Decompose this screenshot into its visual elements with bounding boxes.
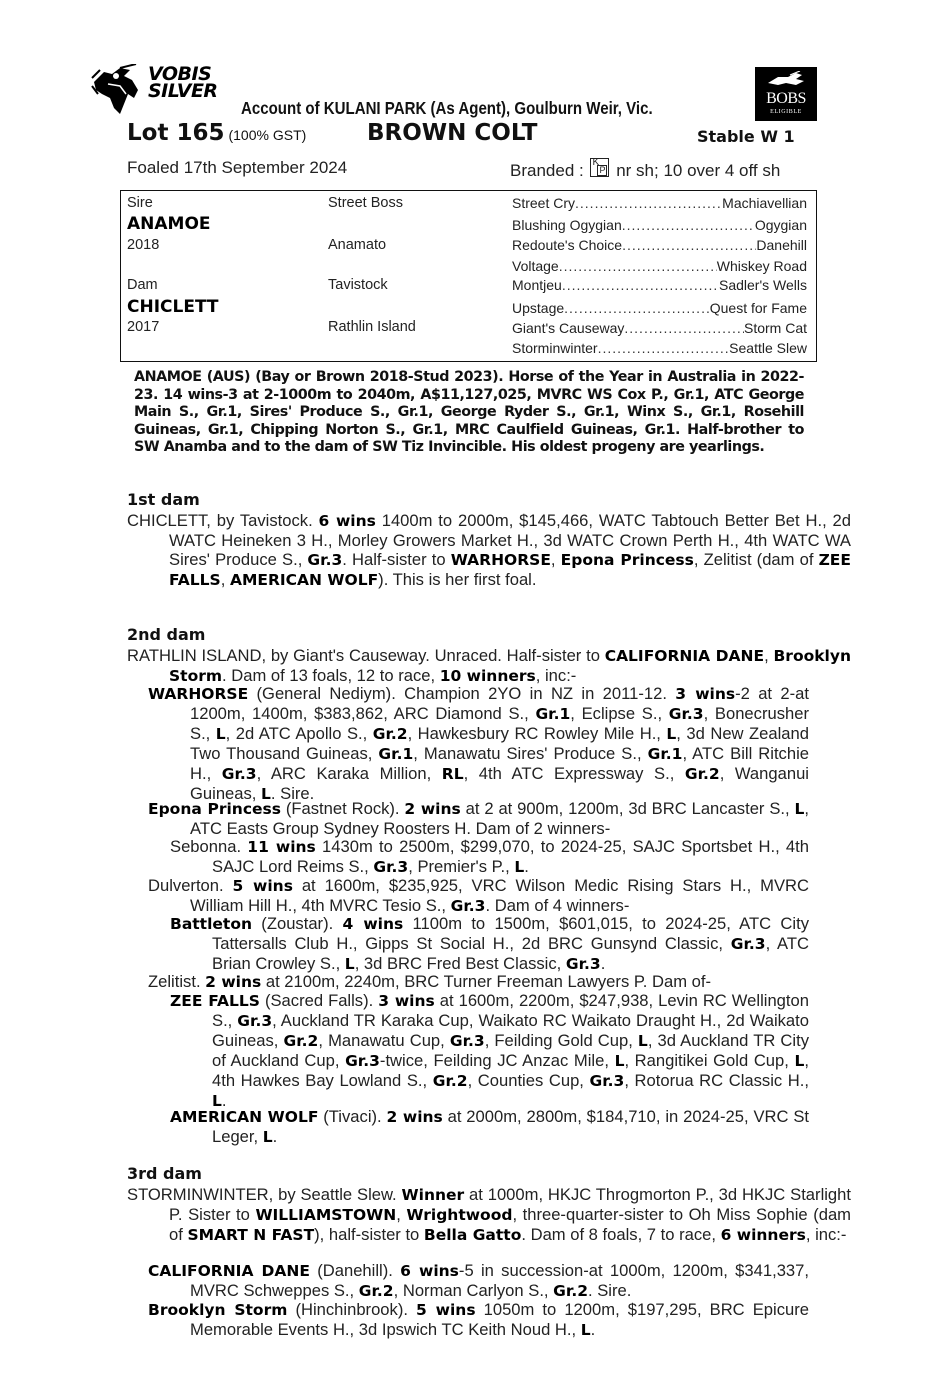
- bold-highlight: Gr.1: [378, 745, 414, 763]
- progeny-entry-brooklyn-storm: Brooklyn Storm (Hinchinbrook). 5 wins 1050m to 1200m, $197,295, BRC Epicure Memorable Events H., 3d Ipswich TC Keith Noud H., L.: [148, 1300, 809, 1339]
- leader-dots: [622, 237, 756, 253]
- bold-highlight: 2 wins: [386, 1108, 443, 1126]
- leader-dots: [598, 340, 730, 356]
- ancestor-name: Redoute's Choice: [512, 237, 623, 253]
- dam-sire: Tavistock: [328, 277, 388, 293]
- stable-location: Stable W 1: [697, 127, 795, 146]
- bold-highlight: L: [261, 785, 271, 803]
- bold-highlight: Battleton: [170, 915, 253, 933]
- ancestor-sire: Ogygian: [754, 217, 807, 233]
- lot-label: Lot 165: [127, 120, 225, 146]
- leader-dots: [575, 195, 722, 211]
- second-dam-text: RATHLIN ISLAND, by Giant's Causeway. Unraced. Half-sister to CALIFORNIA DANE, Brooklyn Storm. Dam of 13 foals, 12 to race, 10 winners, inc:-: [127, 646, 851, 685]
- bold-highlight: RL: [441, 765, 464, 783]
- third-dam-text: STORMINWINTER, by Seattle Slew. Winner at 1000m, HKJC Throgmorton P., 3d HKJC Starlight P. Sister to WILLIAMSTOWN, Wrightwood, three-quarter-sister to Oh Miss Sophie (dam of SMART N FAST), half-sister to Bella Gatto. Dam of 8 foals, 7 to race, 6 winners, inc:-: [127, 1185, 852, 1244]
- bold-highlight: Epona Princess: [148, 800, 281, 818]
- bold-highlight: Gr.3: [730, 935, 766, 953]
- gst-note: (100% GST): [228, 127, 307, 143]
- bold-highlight: L: [514, 858, 525, 876]
- bold-highlight: Epona Princess: [560, 551, 694, 569]
- second-dam-heading: 2nd dam: [127, 625, 206, 644]
- bold-highlight: CALIFORNIA DANE: [148, 1262, 310, 1280]
- vobis-silver-logo: [90, 64, 230, 116]
- ancestor-name: Upstage: [512, 300, 565, 316]
- bold-highlight: Gr.3: [450, 897, 486, 915]
- bold-highlight: Wrightwood: [406, 1206, 513, 1224]
- bold-highlight: Gr.3: [237, 1012, 273, 1030]
- dam-dam: Rathlin Island: [328, 319, 416, 335]
- bold-highlight: Gr.3: [307, 551, 343, 569]
- dam-year: 2017: [127, 319, 160, 335]
- dam-label: Dam: [127, 277, 158, 293]
- bobs-eligible-logo: [755, 67, 817, 121]
- logo-line-2: SILVER: [148, 80, 218, 102]
- sire-name: ANAMOE: [127, 214, 211, 234]
- progeny-entry-epona-princess: Epona Princess (Fastnet Rock). 2 wins at 2 at 900m, 1200m, 3d BRC Lancaster S., L, ATC Easts Group Sydney Roosters H. Dam of 2 winners-: [148, 799, 810, 838]
- bold-highlight: Bella Gatto: [423, 1226, 522, 1244]
- ancestor-name: Blushing Ogygian: [512, 217, 622, 233]
- bold-highlight: Gr.2: [684, 765, 720, 783]
- fourth-gen-row: [512, 258, 807, 274]
- bold-highlight: L: [580, 1321, 591, 1339]
- leader-dots: [562, 277, 719, 293]
- dam-name: CHICLETT: [127, 297, 219, 317]
- ancestor-sire: Danehill: [756, 237, 807, 253]
- bold-highlight: 4 wins: [342, 915, 404, 933]
- first-dam-heading: 1st dam: [127, 490, 200, 509]
- ancestor-sire: Quest for Fame: [709, 300, 807, 316]
- bold-highlight: SMART N FAST: [187, 1226, 315, 1244]
- bold-highlight: Gr.1: [647, 745, 683, 763]
- leader-dots: [559, 258, 717, 274]
- bold-highlight: Gr.2: [553, 1282, 588, 1300]
- bold-highlight: L: [794, 800, 805, 818]
- bold-highlight: 3 wins: [675, 685, 736, 703]
- bold-highlight: Gr.3: [668, 705, 704, 723]
- bold-highlight: 5 wins: [232, 877, 293, 895]
- bold-highlight: Gr.2: [432, 1072, 468, 1090]
- progeny-entry-warhorse: WARHORSE (General Nediym). Champion 2YO in NZ in 2011-12. 3 wins-2 at 2-at 1200m, 1400m, $383,862, ARC Diamond S., Gr.1, Eclipse S., Gr.3, Bonecrusher S., L, 2d ATC Apollo S., Gr.2, Hawkesbury RC Rowley Mile H., L, 3d New Zealand Two Thousand Guineas, Gr.1, Manawatu Sires' Produce S., Gr.1, ATC Bill Ritchie H., Gr.3, ARC Karaka Million, RL, 4th ATC Expressway S., Gr.2, Wanganui Guineas, L. Sire.: [148, 684, 809, 803]
- ancestor-name: Voltage: [512, 258, 559, 274]
- fourth-gen-row: [512, 217, 807, 233]
- ancestor-name: Giant's Causeway: [512, 320, 625, 336]
- bold-highlight: WARHORSE: [450, 551, 551, 569]
- first-dam-text: CHICLETT, by Tavistock. 6 wins 1400m to 2000m, $145,466, WATC Tabtouch Better Bet H., 2d WATC Heineken 3 H., Morley Growers Market H., 3d WATC Crown Perth H., 4th WATC WA Sires' Produce S., Gr.3. Half-sister to WARHORSE, Epona Princess, Zelitist (dam of ZEE FALLS, AMERICAN WOLF). This is her first foal.: [127, 511, 851, 589]
- foaled-date: Foaled 17th September 2024: [127, 158, 348, 177]
- brand-symbol-top: K: [592, 157, 600, 168]
- bold-highlight: ZEE FALLS: [169, 551, 851, 589]
- bold-highlight: L: [614, 1052, 625, 1070]
- bold-highlight: CALIFORNIA DANE: [604, 647, 765, 665]
- ancestor-name: Montjeu: [512, 277, 562, 293]
- bold-highlight: L: [262, 1128, 273, 1146]
- bold-highlight: 6 wins: [400, 1262, 459, 1280]
- bold-highlight: Gr.3: [565, 955, 601, 973]
- bold-highlight: Brooklyn Storm: [169, 647, 851, 685]
- ancestor-sire: Sadler's Wells: [719, 277, 807, 293]
- bold-highlight: Gr.3: [345, 1052, 380, 1070]
- progeny-entry-zee-falls: ZEE FALLS (Sacred Falls). 3 wins at 1600m, 2200m, $247,938, Levin RC Wellington S., Gr.3, Auckland TR Karaka Cup, Waikato RC Waikato Draught H., 2d Waikato Guineas, Gr.2, Manawatu Cup, Gr.3, Feilding Gold Cup, L, 3d Auckland TR City of Auckland Cup, Gr.3-twice, Feilding JC Anzac Mile, L, Rangitikei Gold Cup, L, 4th Hawkes Bay Lowland S., Gr.2, Counties Cup, Gr.3, Rotorua RC Classic H., L.: [170, 991, 809, 1110]
- bold-highlight: L: [215, 725, 226, 743]
- bold-highlight: Gr.3: [589, 1072, 625, 1090]
- leader-dots: [624, 320, 744, 336]
- bobs-eligible-text: ELIGIBLE: [770, 109, 802, 115]
- bobs-wordmark: BOBS: [766, 90, 806, 107]
- bold-highlight: Gr.2: [372, 725, 408, 743]
- progeny-entry-sebonna: Sebonna. 11 wins 1430m to 2500m, $299,070, to 2024-25, SAJC Sportsbet H., 4th SAJC Lord Reims S., Gr.3, Premier's P., L.: [170, 837, 809, 876]
- bold-highlight: 10 winners: [439, 667, 536, 685]
- bold-highlight: 3 wins: [378, 992, 435, 1010]
- ancestor-name: Storminwinter: [512, 340, 598, 356]
- branded-description: nr sh; 10 over 4 off sh: [616, 161, 781, 180]
- brand-symbol-bottom: P: [599, 165, 606, 175]
- sire-summary: ANAMOE (AUS) (Bay or Brown 2018-Stud 2023). Horse of the Year in Australia in 2022-23. 14 wins-3 at 2-1000m to 2040m, A$11,127,025, MVRC WS Cox P., Gr.1, ATC George Main S., Gr.1, Sires' Produce S., Gr.1, George Ryder S., Gr.1, Winx S., Gr.1, Rosehill Guineas, Gr.1, Chipping Norton S., Gr.1, MRC Caulfield Guineas, Gr.1. Half-brother to SW Anamba and to the dam of SW Tiz Invincible. His oldest progeny are yearlings.: [134, 369, 804, 455]
- leader-dots: [564, 300, 710, 316]
- ancestor-sire: Seattle Slew: [729, 340, 807, 356]
- bold-highlight: AMERICAN WOLF: [170, 1108, 319, 1126]
- bold-highlight: WILLIAMSTOWN: [255, 1206, 397, 1224]
- sire-dam: Anamato: [328, 237, 387, 253]
- bold-highlight: 6 wins: [318, 512, 376, 530]
- lot-description: BROWN COLT: [367, 120, 538, 146]
- ancestor-name: Street Cry: [512, 195, 576, 211]
- bold-highlight: 2 wins: [205, 973, 262, 991]
- bold-highlight: L: [212, 1092, 222, 1110]
- fourth-gen-row: [512, 320, 807, 336]
- progeny-entry-california-dane: CALIFORNIA DANE (Danehill). 6 wins-5 in succession-at 1000m, 1200m, $341,337, MVRC Schweppes S., Gr.2, Norman Carlyon S., Gr.2. Sire.: [148, 1261, 809, 1300]
- bold-highlight: Winner: [401, 1186, 465, 1204]
- progeny-entry-dulverton: Dulverton. 5 wins at 1600m, $235,925, VRC Wilson Medic Rising Stars H., MVRC William Hill H., 4th MVRC Tesio S., Gr.3. Dam of 4 winners-: [148, 876, 809, 915]
- branding: [510, 158, 780, 181]
- bold-highlight: 6 winners: [720, 1226, 806, 1244]
- fourth-gen-row: [512, 340, 807, 356]
- progeny-entry-zelitist: Zelitist. 2 wins at 2100m, 2240m, BRC Turner Freeman Lawyers P. Dam of-: [148, 972, 712, 991]
- fourth-gen-row: [512, 195, 807, 211]
- bold-highlight: L: [637, 1032, 648, 1050]
- third-dam-heading: 3rd dam: [127, 1164, 202, 1183]
- bold-highlight: Gr.3: [373, 858, 409, 876]
- bold-highlight: L: [794, 1052, 805, 1070]
- brand-symbol-icon: [590, 158, 609, 177]
- leader-dots: [622, 217, 755, 233]
- bold-highlight: Gr.1: [535, 705, 571, 723]
- bobs-horse-head-icon: [766, 71, 806, 91]
- ancestor-sire: Whiskey Road: [716, 258, 807, 274]
- pedigree-table: [120, 190, 817, 362]
- sire-label: Sire: [127, 195, 153, 211]
- vendor-account: Account of KULANI PARK (As Agent), Goulburn Weir, Vic.: [241, 98, 653, 118]
- bold-highlight: 2 wins: [404, 800, 461, 818]
- bold-highlight: WARHORSE: [148, 685, 249, 703]
- bold-highlight: 11 wins: [247, 838, 316, 856]
- ancestor-sire: Storm Cat: [743, 320, 807, 336]
- bold-highlight: Brooklyn Storm: [148, 1301, 288, 1319]
- logo-line-1: VOBIS: [148, 63, 212, 85]
- bold-highlight: AMERICAN WOLF: [229, 571, 379, 589]
- vobis-silver-wordmark: [148, 63, 218, 102]
- bold-highlight: ZEE FALLS: [170, 992, 260, 1010]
- lot-number: [127, 120, 306, 146]
- branded-label: Branded :: [510, 161, 584, 180]
- bold-highlight: L: [344, 955, 355, 973]
- horse-rider-icon: [90, 64, 146, 116]
- fourth-gen-row: [512, 300, 807, 316]
- progeny-entry-battleton: Battleton (Zoustar). 4 wins 1100m to 1500m, $601,015, to 2024-25, ATC City Tattersalls Club H., Gipps St Social H., 2d BRC Gunsynd Classic, Gr.3, ATC Brian Crowley S., L, 3d BRC Fred Best Classic, Gr.3.: [170, 914, 809, 973]
- progeny-entry-american-wolf: AMERICAN WOLF (Tivaci). 2 wins at 2000m, 2800m, $184,710, in 2024-25, VRC St Leger, L.: [170, 1107, 809, 1146]
- bold-highlight: 5 wins: [416, 1301, 476, 1319]
- bold-highlight: Gr.3: [221, 765, 257, 783]
- ancestor-sire: Machiavellian: [722, 195, 807, 211]
- sire-year: 2018: [127, 237, 160, 253]
- bold-highlight: L: [666, 725, 677, 743]
- fourth-gen-row: [512, 277, 807, 293]
- fourth-gen-row: [512, 237, 807, 253]
- bold-highlight: Gr.2: [358, 1282, 394, 1300]
- sire-sire: Street Boss: [328, 195, 403, 211]
- bold-highlight: Gr.2: [283, 1032, 319, 1050]
- bold-highlight: Gr.3: [449, 1032, 485, 1050]
